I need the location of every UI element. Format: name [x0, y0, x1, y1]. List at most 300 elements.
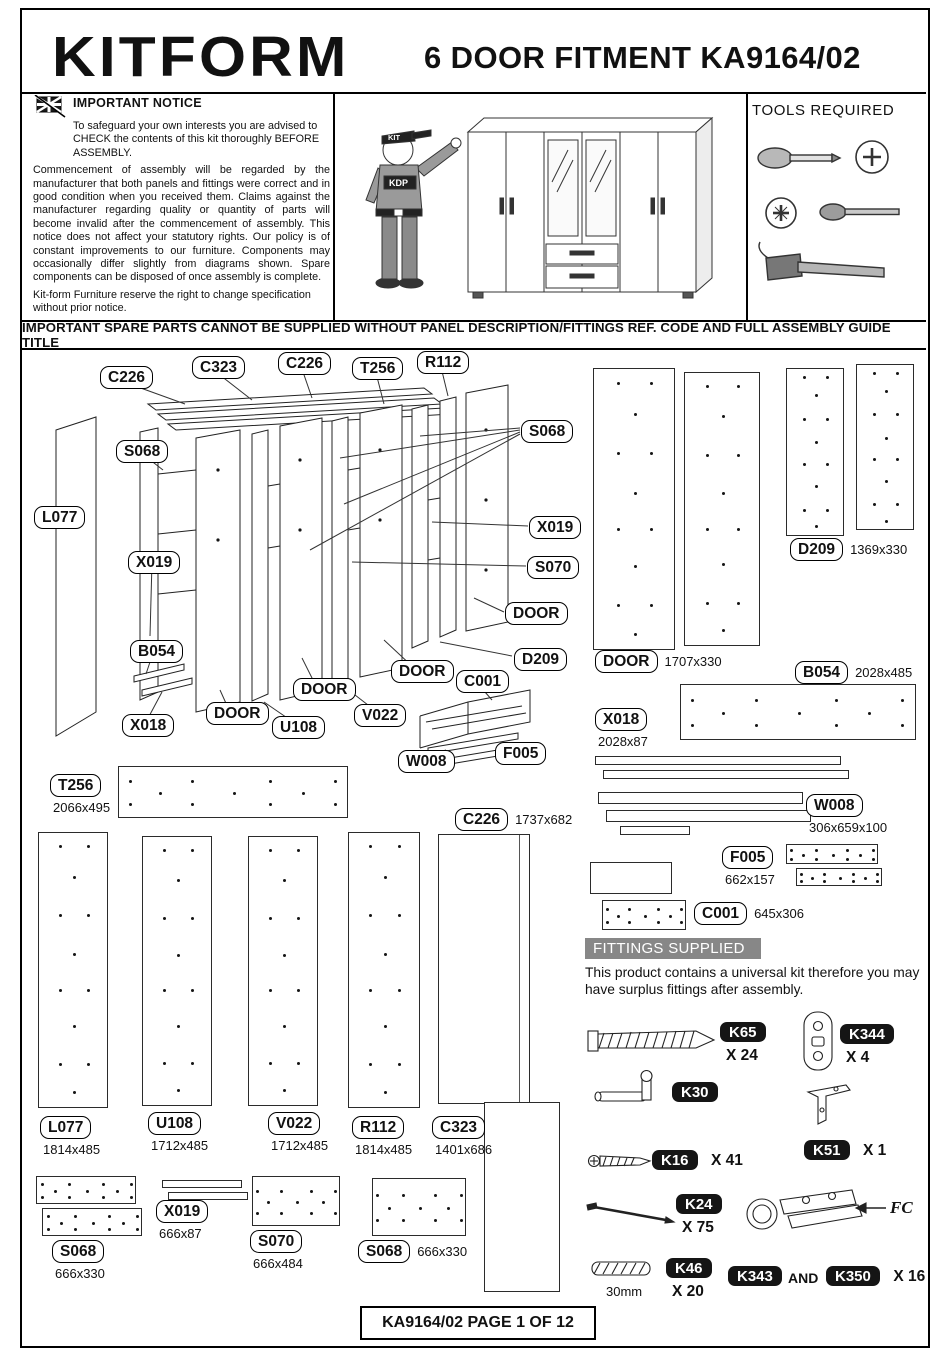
drill-hole-dot — [657, 921, 660, 924]
drill-hole-dot — [73, 876, 76, 879]
drill-hole-dot — [864, 877, 867, 880]
drill-hole-dot — [706, 454, 709, 457]
fitting-k16 — [652, 1150, 743, 1170]
drill-hole-dot — [122, 1222, 125, 1225]
drill-hole-dot — [852, 873, 855, 876]
drill-hole-dot — [47, 1228, 50, 1231]
drill-hole-dot — [87, 914, 90, 917]
part-size-u108: 1712x485 — [151, 1138, 209, 1153]
drill-hole-dot — [680, 921, 683, 924]
drill-hole-dot — [177, 1025, 180, 1028]
drill-hole-dot — [108, 1215, 111, 1218]
drill-hole-dot — [74, 1228, 77, 1231]
drill-hole-dot — [47, 1215, 50, 1218]
drill-hole-dot — [269, 917, 272, 920]
part-label-f005 — [722, 846, 775, 887]
panel-door-b — [684, 372, 760, 646]
panel-w008-c — [620, 826, 690, 835]
panel-s068-a — [36, 1176, 136, 1204]
drill-hole-dot — [634, 633, 637, 636]
part-label-u108 — [148, 1112, 208, 1153]
drill-hole-dot — [628, 908, 631, 911]
drill-hole-dot — [398, 1063, 401, 1066]
part-code-r112: R112 — [352, 1116, 404, 1139]
part-label-c323 — [432, 1116, 492, 1157]
part-size-f005: 662x157 — [725, 872, 775, 887]
drill-hole-dot — [859, 854, 862, 857]
drill-hole-dot — [802, 854, 805, 857]
important-notice — [33, 95, 330, 316]
diagram-label-c323: C323 — [192, 356, 245, 379]
diagram-label-d209: D209 — [514, 648, 567, 671]
drill-hole-dot — [815, 394, 818, 397]
part-code-door: DOOR — [595, 650, 658, 673]
drill-hole-dot — [402, 1194, 405, 1197]
drill-hole-dot — [617, 452, 620, 455]
drill-hole-dot — [388, 1207, 391, 1210]
fitting-k24 — [676, 1194, 722, 1237]
drill-hole-dot — [163, 849, 166, 852]
drill-hole-dot — [832, 854, 835, 857]
drill-hole-dot — [191, 780, 194, 783]
drill-hole-dot — [269, 780, 272, 783]
part-code-s070: S070 — [250, 1230, 302, 1253]
drill-hole-dot — [86, 1190, 89, 1193]
mascot-chest-text: KDP — [389, 178, 409, 188]
mascot-cap-text: KIT — [388, 133, 401, 142]
diagram-label-v022: V022 — [354, 704, 406, 727]
drill-hole-dot — [722, 629, 725, 632]
part-label-s068-right — [358, 1240, 467, 1263]
part-size-c323: 1401x686 — [435, 1142, 493, 1157]
drill-hole-dot — [896, 413, 899, 416]
diagram-label-s068: S068 — [116, 440, 168, 463]
drill-hole-dot — [102, 1183, 105, 1186]
drill-hole-dot — [384, 876, 387, 879]
drill-hole-dot — [130, 1183, 133, 1186]
drill-hole-dot — [815, 525, 818, 528]
panel-b054 — [680, 684, 916, 740]
spare-parts-banner: IMPORTANT SPARE PARTS CANNOT BE SUPPLIED WITHOUT PANEL DESCRIPTION/FITTINGS REF. CODE AND FULL ASSEMBLY GUIDE TITLE — [22, 320, 926, 350]
drill-hole-dot — [617, 915, 620, 918]
drill-hole-dot — [896, 372, 899, 375]
drill-hole-dot — [191, 1062, 194, 1065]
panel-s068-b — [42, 1208, 142, 1236]
fitting-qty-k46: X 20 — [672, 1283, 704, 1300]
drill-hole-dot — [706, 385, 709, 388]
drill-hole-dot — [823, 880, 826, 883]
part-code-f005: F005 — [722, 846, 773, 869]
cam-bolt-icon — [595, 1071, 652, 1102]
drill-hole-dot — [826, 418, 829, 421]
part-size-x018: 2028x87 — [598, 734, 648, 749]
fitting-code-k344: K344 — [840, 1024, 894, 1044]
pozi-screwdriver-icon — [766, 198, 899, 228]
panel-x019-b — [168, 1192, 248, 1200]
drill-hole-dot — [402, 1219, 405, 1222]
hinge-icon — [747, 1190, 862, 1229]
drill-hole-dot — [434, 1219, 437, 1222]
drill-hole-dot — [136, 1215, 139, 1218]
fitting-code-k65: K65 — [720, 1022, 766, 1042]
part-code-t256: T256 — [50, 774, 101, 797]
drill-hole-dot — [873, 413, 876, 416]
drill-hole-dot — [815, 441, 818, 444]
drill-hole-dot — [68, 1196, 71, 1199]
drill-hole-dot — [722, 712, 725, 715]
drill-hole-dot — [872, 849, 875, 852]
drill-hole-dot — [297, 1062, 300, 1065]
panel-x018-b — [603, 770, 849, 779]
panel-c001-b — [602, 900, 686, 930]
page-title: 6 DOOR FITMENT KA9164/02 — [424, 40, 861, 75]
drill-hole-dot — [650, 604, 653, 607]
part-code-c001: C001 — [694, 902, 747, 925]
hinge-plate-icon — [804, 1012, 832, 1070]
drill-hole-dot — [790, 858, 793, 861]
diagram-label-x018: X018 — [122, 714, 174, 737]
diagram-label-c226: C226 — [278, 352, 331, 375]
part-size-v022: 1712x485 — [271, 1138, 329, 1153]
part-label-x018 — [595, 708, 648, 749]
drill-hole-dot — [283, 879, 286, 882]
part-code-u108: U108 — [148, 1112, 201, 1135]
dowel-length-note: 30mm — [606, 1284, 643, 1299]
part-code-s068-left: S068 — [52, 1240, 104, 1263]
drill-hole-dot — [885, 480, 888, 483]
drill-hole-dot — [803, 418, 806, 421]
diagram-label-x019: X019 — [128, 551, 180, 574]
panel-u108 — [142, 836, 212, 1106]
fitting-k65 — [720, 1022, 766, 1065]
part-size-c226: 1737x682 — [515, 812, 573, 827]
drill-hole-dot — [896, 503, 899, 506]
drill-hole-dot — [398, 845, 401, 848]
drill-hole-dot — [634, 565, 637, 568]
fitting-qty-k16: X 41 — [710, 1151, 743, 1169]
drill-hole-dot — [297, 849, 300, 852]
part-size-d209: 1369x330 — [850, 542, 908, 557]
panel-d209-b — [856, 364, 914, 530]
drill-hole-dot — [737, 454, 740, 457]
drill-hole-dot — [885, 390, 888, 393]
part-label-w008 — [806, 794, 887, 835]
part-label-v022 — [268, 1112, 328, 1153]
drill-hole-dot — [722, 563, 725, 566]
drill-hole-dot — [885, 437, 888, 440]
diagram-label-f005: F005 — [495, 742, 546, 765]
fitting-k343 — [728, 1266, 782, 1286]
part-size-s068-left: 666x330 — [55, 1266, 105, 1281]
drill-hole-dot — [59, 845, 62, 848]
drill-hole-dot — [87, 989, 90, 992]
part-code-c226: C226 — [455, 808, 508, 831]
notice-body: Commencement of assembly will be regarded by the manufacturer that both panels and fittings were correct and in good condition when you received them. Claims against the manufacturer regarding quality or quantity of parts will become invalid after the commencement of assembly. This notice does not affect your statutory rights. Our policy is of constant improvements to our furniture. Components may occasionally differ slightly from diagrams shown. Spare components can be disposed of once assembly is complete. — [33, 164, 330, 284]
hammer-icon — [759, 242, 884, 280]
drill-hole-dot — [873, 503, 876, 506]
drill-hole-dot — [87, 1063, 90, 1066]
diagram-label-w008: W008 — [398, 750, 455, 773]
part-code-l077: L077 — [40, 1116, 91, 1139]
drill-hole-dot — [87, 845, 90, 848]
part-size-r112: 1814x485 — [355, 1142, 413, 1157]
drill-hole-dot — [803, 463, 806, 466]
drill-hole-dot — [41, 1183, 44, 1186]
part-code-c323: C323 — [432, 1116, 485, 1139]
drill-hole-dot — [650, 382, 653, 385]
fitting-k350 — [826, 1266, 925, 1286]
diagram-label-b054: B054 — [130, 640, 183, 663]
drill-hole-dot — [384, 953, 387, 956]
diagram-label-t256: T256 — [352, 357, 403, 380]
drill-hole-dot — [269, 989, 272, 992]
panel-c001-a — [590, 862, 672, 894]
drill-hole-dot — [669, 915, 672, 918]
drill-hole-dot — [302, 792, 305, 795]
drill-hole-dot — [269, 1062, 272, 1065]
drill-hole-dot — [163, 917, 166, 920]
panel-f005-b — [796, 868, 882, 886]
drill-hole-dot — [384, 1025, 387, 1028]
column-divider-right — [746, 94, 748, 320]
drill-hole-dot — [634, 492, 637, 495]
part-code-v022: V022 — [268, 1112, 320, 1135]
drill-hole-dot — [617, 604, 620, 607]
drill-hole-dot — [815, 858, 818, 861]
drill-hole-dot — [73, 1025, 76, 1028]
part-label-door — [595, 650, 722, 673]
part-label-l077 — [40, 1116, 100, 1157]
part-label-r112 — [352, 1116, 412, 1157]
panel-d209-a — [786, 368, 844, 536]
drill-hole-dot — [376, 1219, 379, 1222]
drill-hole-dot — [59, 989, 62, 992]
drill-hole-dot — [826, 463, 829, 466]
panel-w008-b — [606, 810, 811, 822]
drill-hole-dot — [269, 803, 272, 806]
diagram-label-l077: L077 — [34, 506, 85, 529]
drill-hole-dot — [283, 954, 286, 957]
panel-l077 — [38, 832, 108, 1108]
drill-hole-dot — [369, 1063, 372, 1066]
drill-hole-dot — [369, 845, 372, 848]
diagram-label-c001: C001 — [456, 670, 509, 693]
drill-hole-dot — [846, 858, 849, 861]
part-label-s068-left — [52, 1240, 105, 1281]
brand-logo: KITFORM — [52, 25, 350, 89]
drill-hole-dot — [130, 1196, 133, 1199]
drill-hole-dot — [617, 382, 620, 385]
drill-hole-dot — [73, 1091, 76, 1094]
drill-hole-dot — [269, 849, 272, 852]
page-footer: KA9164/02 PAGE 1 OF 12 — [360, 1306, 596, 1340]
drill-hole-dot — [722, 492, 725, 495]
drill-hole-dot — [73, 953, 76, 956]
drill-hole-dot — [159, 792, 162, 795]
dowel-icon — [592, 1262, 650, 1275]
part-code-d209: D209 — [790, 538, 843, 561]
part-code-b054: B054 — [795, 661, 848, 684]
diagram-label-r112: R112 — [417, 351, 469, 374]
diagram-label-door: DOOR — [505, 602, 568, 625]
panel-door-a — [593, 368, 675, 650]
fitting-qty-k51: X 1 — [862, 1141, 887, 1159]
drill-hole-dot — [650, 528, 653, 531]
drill-hole-dot — [283, 1025, 286, 1028]
drill-hole-dot — [92, 1222, 95, 1225]
screw-large-icon — [588, 1031, 714, 1051]
drill-hole-dot — [163, 989, 166, 992]
drill-hole-dot — [800, 873, 803, 876]
fitting-qty-k65: X 24 — [726, 1047, 758, 1064]
mascot-figure — [366, 130, 461, 288]
drill-hole-dot — [280, 1212, 283, 1215]
fitting-code-k16: K16 — [652, 1150, 698, 1170]
drill-hole-dot — [310, 1190, 313, 1193]
drill-hole-dot — [334, 1190, 337, 1193]
fitting-code-k46: K46 — [666, 1258, 712, 1278]
panel-f005-a — [786, 844, 878, 864]
drill-hole-dot — [846, 849, 849, 852]
diagram-label-x019: X019 — [529, 516, 581, 539]
panel-w008-a — [598, 792, 803, 804]
drill-hole-dot — [680, 908, 683, 911]
drill-hole-dot — [826, 509, 829, 512]
drill-hole-dot — [129, 803, 132, 806]
drill-hole-dot — [868, 712, 871, 715]
part-label-x019 — [156, 1200, 208, 1241]
drill-hole-dot — [283, 1089, 286, 1092]
part-size-w008: 306x659x100 — [809, 820, 888, 835]
drill-hole-dot — [129, 780, 132, 783]
fitting-qty-k344: X 4 — [846, 1049, 870, 1066]
fittings-note: This product contains a universal kit therefore you may have surplus fittings after assembly. — [585, 965, 920, 997]
drill-hole-dot — [136, 1228, 139, 1231]
drill-hole-dot — [177, 954, 180, 957]
drill-hole-dot — [116, 1190, 119, 1193]
drill-hole-dot — [297, 917, 300, 920]
drill-hole-dot — [297, 989, 300, 992]
uk-flag-icon — [33, 95, 67, 119]
part-code-x018: X018 — [595, 708, 647, 731]
drill-hole-dot — [737, 602, 740, 605]
exploded-wardrobe-diagram — [56, 385, 530, 766]
drill-hole-dot — [628, 921, 631, 924]
drill-hole-dot — [163, 1062, 166, 1065]
drill-hole-dot — [737, 528, 740, 531]
part-code-s068-right: S068 — [358, 1240, 410, 1263]
drill-hole-dot — [644, 915, 647, 918]
drill-hole-dot — [815, 485, 818, 488]
drill-hole-dot — [59, 914, 62, 917]
notice-title: IMPORTANT NOTICE — [73, 96, 202, 110]
fitting-code-k350: K350 — [826, 1266, 880, 1286]
drill-hole-dot — [334, 780, 337, 783]
diagram-label-door: DOOR — [206, 702, 269, 725]
phillips-screwdriver-icon — [758, 141, 888, 173]
drill-hole-dot — [177, 1089, 180, 1092]
fitting-code-k51: K51 — [804, 1140, 850, 1160]
fitting-code-k30: K30 — [672, 1082, 718, 1102]
diagram-label-door: DOOR — [293, 678, 356, 701]
drill-hole-dot — [706, 528, 709, 531]
drill-hole-dot — [876, 880, 879, 883]
drill-hole-dot — [872, 858, 875, 861]
drill-hole-dot — [811, 877, 814, 880]
drill-hole-dot — [873, 458, 876, 461]
fitting-qty-k24: X 75 — [682, 1219, 714, 1236]
and-label: AND — [788, 1270, 819, 1286]
drill-hole-dot — [885, 520, 888, 523]
nail-icon — [587, 1203, 674, 1223]
part-label-c001 — [694, 902, 804, 925]
panel-x019-a — [162, 1180, 242, 1188]
drill-hole-dot — [256, 1190, 259, 1193]
screw-small-icon — [589, 1156, 651, 1167]
drill-hole-dot — [606, 908, 609, 911]
drill-hole-dot — [852, 880, 855, 883]
drill-hole-dot — [256, 1212, 259, 1215]
part-label-t256 — [50, 774, 110, 815]
diagram-label-c226: C226 — [100, 366, 153, 389]
fitting-k344 — [840, 1024, 894, 1067]
part-size-door: 1707x330 — [664, 654, 722, 669]
drill-hole-dot — [460, 1194, 463, 1197]
angle-bracket-icon — [808, 1085, 850, 1124]
drill-hole-dot — [369, 989, 372, 992]
drill-hole-dot — [835, 699, 838, 702]
panel-t256 — [118, 766, 348, 818]
drill-hole-dot — [398, 914, 401, 917]
part-label-b054 — [795, 661, 912, 684]
drill-hole-dot — [60, 1222, 63, 1225]
drill-hole-dot — [310, 1212, 313, 1215]
drill-hole-dot — [419, 1207, 422, 1210]
drill-hole-dot — [722, 415, 725, 418]
panel-c226 — [438, 834, 530, 1104]
drill-hole-dot — [296, 1201, 299, 1204]
drill-hole-dot — [41, 1196, 44, 1199]
drill-hole-dot — [803, 509, 806, 512]
drill-hole-dot — [280, 1190, 283, 1193]
drill-hole-dot — [74, 1215, 77, 1218]
drill-hole-dot — [815, 849, 818, 852]
part-size-s068-right: 666x330 — [417, 1244, 468, 1259]
drill-hole-dot — [835, 724, 838, 727]
drill-hole-dot — [177, 879, 180, 882]
drill-hole-dot — [267, 1201, 270, 1204]
drill-hole-dot — [755, 699, 758, 702]
fitting-qty-k350: X 16 — [893, 1267, 926, 1285]
drill-hole-dot — [803, 376, 806, 379]
fc-hinge-label: FC — [890, 1198, 913, 1217]
tools-icons — [758, 141, 899, 280]
panel-s068-c — [372, 1178, 466, 1236]
fitting-k30 — [672, 1082, 718, 1102]
panel-v022 — [248, 836, 318, 1106]
part-size-t256: 2066x495 — [53, 800, 111, 815]
drill-hole-dot — [334, 803, 337, 806]
wardrobe-illustration — [468, 118, 712, 298]
part-code-x019: X019 — [156, 1200, 208, 1223]
fitting-code-k343: K343 — [728, 1266, 782, 1286]
part-label-s070 — [250, 1230, 303, 1271]
drill-hole-dot — [873, 372, 876, 375]
drill-hole-dot — [376, 1194, 379, 1197]
drill-hole-dot — [691, 699, 694, 702]
drill-hole-dot — [737, 385, 740, 388]
fittings-supplied-title: FITTINGS SUPPLIED — [585, 938, 761, 959]
